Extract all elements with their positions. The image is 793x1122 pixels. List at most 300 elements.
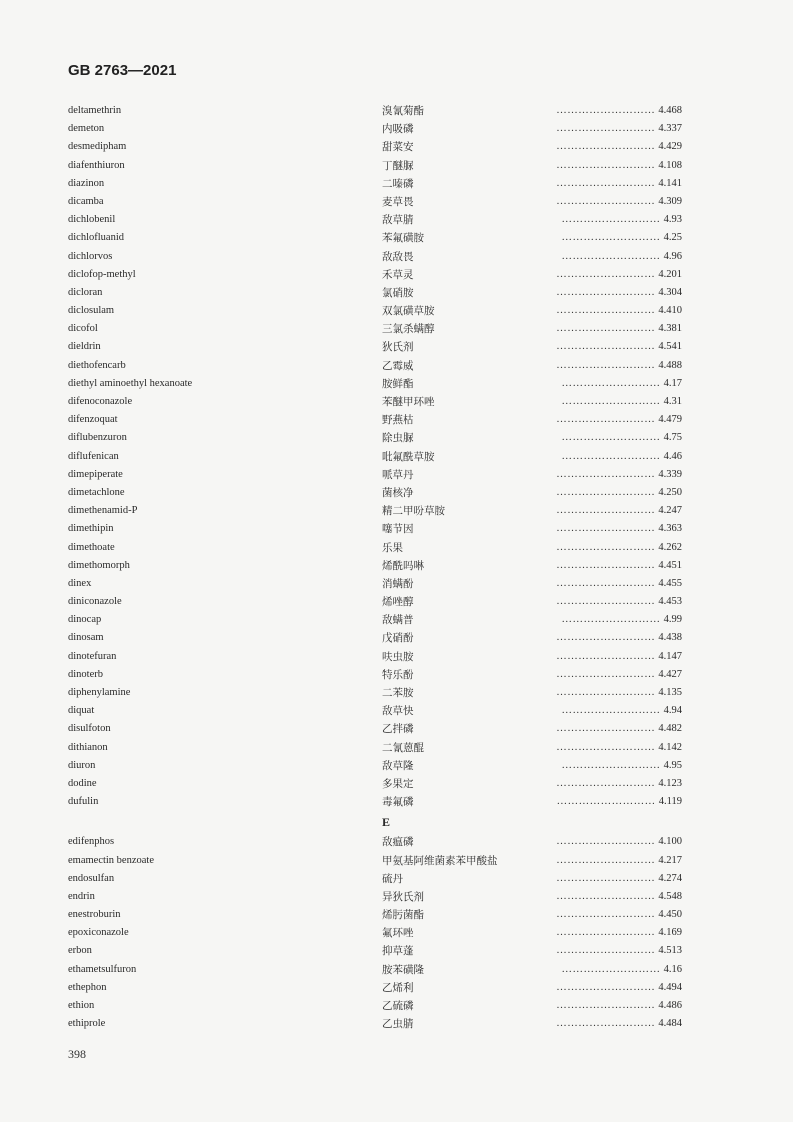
entry-chinese-name: 多果定 — [382, 777, 414, 790]
entry-reference — [556, 175, 682, 193]
clause-number: 4.147 — [658, 650, 682, 662]
dot-leader: ……………………… — [556, 890, 659, 902]
entry-english-name: deltamethrin — [68, 105, 122, 116]
clause-number: 4.142 — [658, 741, 682, 753]
entry-english-name: endrin — [68, 890, 95, 902]
dot-leader: ……………………… — [561, 432, 664, 444]
entry-english-name: dicloran — [68, 286, 103, 298]
dot-leader: ……………………… — [556, 268, 659, 280]
dot-leader: ……………………… — [556, 836, 659, 848]
entry-reference — [556, 1015, 682, 1033]
entry-chinese-name: 内吸磷 — [382, 123, 414, 136]
dot-leader: ……………………… — [561, 377, 664, 389]
dot-leader: ……………………… — [556, 650, 659, 662]
dot-leader: ……………………… — [556, 323, 659, 335]
clause-number: 4.363 — [658, 523, 682, 535]
index-entry — [0, 997, 793, 1015]
entry-chinese-name: 特乐酚 — [382, 668, 414, 681]
index-entry — [0, 539, 793, 557]
entry-chinese-name: 异狄氏剂 — [382, 890, 424, 903]
entry-chinese-name: 乙拌磷 — [382, 723, 414, 736]
entry-chinese-name: 烯酰吗啉 — [382, 559, 424, 572]
clause-number: 4.46 — [663, 450, 682, 462]
entry-reference — [556, 666, 682, 684]
clause-number: 4.484 — [658, 1018, 682, 1030]
entry-chinese-name: 敌草快 — [382, 705, 414, 718]
entry-reference — [556, 484, 682, 502]
entry-reference — [556, 870, 682, 888]
dot-leader: ……………………… — [556, 414, 659, 426]
section-letter: E — [382, 815, 391, 830]
entry-english-name: diuron — [68, 759, 96, 771]
entry-chinese-name: 氯硝胺 — [382, 286, 414, 299]
entry-reference — [562, 448, 683, 466]
entry-chinese-name: 苯醚甲环唑 — [382, 396, 435, 408]
entry-chinese-name: 三氯杀螨醇 — [382, 323, 435, 336]
clause-number: 4.494 — [658, 981, 682, 993]
entry-reference — [556, 284, 682, 302]
clause-number: 4.108 — [658, 159, 682, 171]
entry-english-name: dufulin — [68, 796, 99, 808]
index-entry — [0, 393, 793, 411]
entry-reference — [562, 229, 683, 247]
dot-leader: ……………………… — [556, 668, 659, 680]
entry-chinese-name: 抑草蓬 — [382, 945, 414, 958]
entry-chinese-name: 精二甲吩草胺 — [382, 505, 445, 518]
clause-number: 4.31 — [663, 396, 682, 407]
index-entry — [0, 284, 793, 302]
clause-number: 4.429 — [658, 141, 682, 153]
entry-english-name: ethiprole — [68, 1018, 106, 1030]
entry-reference — [562, 211, 683, 229]
entry-reference — [562, 757, 683, 775]
entry-reference — [556, 739, 682, 757]
entry-chinese-name: 双氯磺草胺 — [382, 305, 435, 318]
clause-number: 4.513 — [658, 945, 682, 957]
clause-number: 4.100 — [658, 836, 682, 848]
dot-leader: ……………………… — [556, 286, 659, 298]
index-entry — [0, 648, 793, 666]
dot-leader: ……………………… — [561, 759, 664, 771]
clause-number: 4.486 — [658, 1000, 682, 1011]
entry-reference — [556, 888, 682, 906]
clause-number: 4.488 — [658, 359, 682, 371]
dot-leader: ……………………… — [556, 741, 659, 753]
entry-chinese-name: 乙霉威 — [382, 359, 414, 372]
index-entry — [0, 870, 793, 888]
entry-english-name: ethametsulfuron — [68, 963, 137, 975]
entry-chinese-name: 胺鲜酯 — [382, 377, 414, 390]
entry-english-name: edifenphos — [68, 836, 115, 848]
page-number: 398 — [68, 1047, 86, 1061]
entry-chinese-name: 禾草灵 — [382, 268, 414, 281]
entry-reference — [556, 833, 682, 851]
dot-leader: ……………………… — [556, 305, 659, 317]
index-entry — [0, 833, 793, 851]
entry-english-name: dinex — [68, 577, 92, 589]
entry-english-name: diethyl aminoethyl hexanoate — [68, 377, 193, 389]
dot-leader: ……………………… — [561, 450, 664, 462]
entry-reference — [556, 906, 682, 924]
entry-english-name: endosulfan — [68, 872, 115, 884]
clause-number: 4.262 — [658, 541, 682, 553]
entry-reference — [556, 852, 682, 870]
entry-chinese-name: 敌草隆 — [382, 759, 414, 772]
dot-leader: ……………………… — [556, 777, 659, 789]
index-group-e — [0, 833, 793, 1033]
dot-leader: ……………………… — [556, 523, 659, 535]
clause-number: 4.17 — [663, 377, 682, 389]
entry-chinese-name: 溴氰菊酯 — [382, 105, 424, 117]
entry-english-name: dimethoate — [68, 541, 115, 553]
entry-reference — [556, 557, 682, 575]
clause-number: 4.141 — [658, 177, 682, 189]
entry-reference — [556, 775, 682, 793]
dot-leader: ……………………… — [556, 577, 659, 589]
entry-chinese-name: 毒氟磷 — [382, 796, 414, 809]
index-entry — [0, 611, 793, 629]
entry-chinese-name: 烯肟菌酯 — [382, 909, 424, 922]
entry-english-name: dinosam — [68, 632, 104, 644]
entry-reference — [556, 539, 682, 557]
entry-english-name: dimethomorph — [68, 559, 130, 571]
index-entry — [0, 575, 793, 593]
index-entry — [0, 557, 793, 575]
entry-english-name: difenoconazole — [68, 396, 133, 407]
clause-number: 4.75 — [663, 432, 682, 444]
entry-reference — [562, 702, 683, 720]
clause-number: 4.309 — [658, 195, 682, 207]
entry-chinese-name: 氟环唑 — [382, 927, 414, 940]
index-entry — [0, 320, 793, 338]
entry-reference — [556, 411, 682, 429]
clause-number: 4.339 — [658, 468, 682, 480]
index-entry — [0, 120, 793, 138]
entry-chinese-name: 呋虫胺 — [382, 650, 414, 663]
entry-reference — [556, 120, 682, 138]
entry-reference — [556, 720, 682, 738]
dot-leader: ……………………… — [556, 468, 659, 480]
entry-chinese-name: 丁醚脲 — [382, 159, 414, 172]
entry-reference — [556, 593, 682, 611]
entry-english-name: ethephon — [68, 981, 107, 993]
dot-leader: ……………………… — [556, 854, 659, 866]
entry-reference — [556, 924, 682, 942]
entry-reference — [557, 793, 682, 811]
clause-number: 4.381 — [658, 323, 682, 335]
entry-english-name: dicofol — [68, 323, 98, 335]
entry-reference — [562, 961, 683, 979]
entry-reference — [556, 102, 682, 120]
index-entry — [0, 757, 793, 775]
index-entry — [0, 979, 793, 997]
clause-number: 4.201 — [658, 268, 682, 280]
clause-number: 4.337 — [658, 123, 682, 135]
index-entry — [0, 411, 793, 429]
entry-english-name: dinoterb — [68, 668, 103, 680]
clause-number: 4.482 — [658, 723, 682, 735]
dot-leader: ……………………… — [556, 687, 659, 698]
dot-leader: ……………………… — [561, 396, 664, 407]
entry-chinese-name: 甜菜安 — [382, 141, 414, 154]
index-entry — [0, 520, 793, 538]
clause-number: 4.450 — [658, 909, 682, 921]
index-entry — [0, 888, 793, 906]
dot-leader: ……………………… — [556, 359, 659, 371]
entry-chinese-name: 硫丹 — [382, 872, 403, 885]
entry-english-name: disulfoton — [68, 723, 111, 735]
clause-number: 4.119 — [658, 796, 682, 808]
entry-chinese-name: 麦草畏 — [382, 195, 414, 208]
clause-number: 4.304 — [658, 286, 682, 298]
dot-leader: ……………………… — [556, 632, 659, 644]
clause-number: 4.169 — [658, 927, 682, 939]
dot-leader: ……………………… — [556, 559, 659, 571]
dot-leader: ……………………… — [556, 945, 659, 957]
index-entry — [0, 775, 793, 793]
entry-reference — [556, 629, 682, 647]
clause-number: 4.25 — [663, 232, 682, 244]
clause-number: 4.455 — [658, 577, 682, 589]
entry-chinese-name: 甲氨基阿维菌素苯甲酸盐 — [382, 854, 498, 867]
clause-number: 4.410 — [658, 305, 682, 317]
entry-chinese-name: 敌螨普 — [382, 614, 414, 627]
index-entry — [0, 375, 793, 393]
dot-leader: ……………………… — [556, 796, 659, 808]
entry-chinese-name: 苯氟磺胺 — [382, 232, 424, 245]
clause-number: 4.274 — [658, 872, 682, 884]
entry-english-name: ethion — [68, 1000, 95, 1011]
index-entry — [0, 102, 793, 120]
clause-number: 4.451 — [658, 559, 682, 571]
index-entry — [0, 720, 793, 738]
entry-chinese-name: 乐果 — [382, 541, 403, 554]
clause-number: 4.541 — [658, 341, 682, 353]
index-entry — [0, 739, 793, 757]
clause-number: 4.96 — [663, 250, 682, 262]
entry-chinese-name: 狄氏剂 — [382, 341, 414, 354]
index-group-d — [0, 102, 793, 811]
entry-english-name: diquat — [68, 705, 95, 717]
entry-english-name: diclofop-methyl — [68, 268, 136, 280]
entry-english-name: dimepiperate — [68, 468, 123, 480]
index-entry — [0, 702, 793, 720]
entry-chinese-name: 哌草丹 — [382, 468, 414, 481]
dot-leader: ……………………… — [561, 614, 664, 626]
entry-reference — [556, 684, 682, 702]
index-entry — [0, 175, 793, 193]
index-entry — [0, 484, 793, 502]
dot-leader: ……………………… — [556, 541, 659, 553]
entry-english-name: dimetachlone — [68, 486, 125, 498]
entry-reference — [562, 393, 683, 411]
index-entry — [0, 266, 793, 284]
index-entry — [0, 852, 793, 870]
index-entry — [0, 429, 793, 447]
entry-english-name: dichlofluanid — [68, 232, 124, 244]
entry-chinese-name: 乙虫腈 — [382, 1018, 414, 1031]
entry-english-name: desmedipham — [68, 141, 127, 153]
clause-number: 4.99 — [663, 614, 682, 626]
clause-number: 4.250 — [658, 486, 682, 498]
entry-reference — [562, 611, 683, 629]
entry-english-name: dieldrin — [68, 341, 101, 353]
entry-reference — [562, 375, 683, 393]
entry-english-name: dimethipin — [68, 523, 114, 535]
dot-leader: ……………………… — [556, 723, 659, 735]
dot-leader: ……………………… — [556, 195, 659, 207]
entry-english-name: difenzoquat — [68, 414, 118, 426]
dot-leader: ……………………… — [556, 159, 659, 171]
dot-leader: ……………………… — [561, 250, 664, 262]
entry-english-name: erbon — [68, 945, 92, 957]
index-entries — [0, 102, 793, 1033]
index-entry — [0, 357, 793, 375]
entry-reference — [562, 248, 683, 266]
entry-reference — [556, 648, 682, 666]
entry-chinese-name: 敌瘟磷 — [382, 836, 414, 849]
entry-reference — [556, 466, 682, 484]
index-entry — [0, 338, 793, 356]
index-entry — [0, 593, 793, 611]
clause-number: 4.438 — [658, 632, 682, 644]
clause-number: 4.479 — [658, 414, 682, 426]
entry-english-name: diethofencarb — [68, 359, 126, 371]
entry-chinese-name: 胺苯磺隆 — [382, 963, 424, 976]
entry-chinese-name: 乙硫磷 — [382, 1000, 414, 1012]
clause-number: 4.95 — [663, 759, 682, 771]
dot-leader: ……………………… — [556, 177, 659, 189]
dot-leader: ……………………… — [556, 341, 659, 353]
entry-reference — [556, 320, 682, 338]
entry-reference — [556, 266, 682, 284]
entry-chinese-name: 乙烯利 — [382, 981, 414, 994]
index-entry — [0, 211, 793, 229]
index-entry — [0, 138, 793, 156]
entry-english-name: emamectin benzoate — [68, 854, 154, 866]
index-entry — [0, 684, 793, 702]
standard-header: GB 2763—2021 — [68, 62, 177, 79]
dot-leader: ……………………… — [556, 909, 659, 921]
entry-reference — [556, 997, 682, 1015]
dot-leader: ……………………… — [556, 927, 659, 939]
entry-english-name: diclosulam — [68, 305, 115, 317]
entry-reference — [556, 193, 682, 211]
index-entry — [0, 1015, 793, 1033]
index-entry — [0, 302, 793, 320]
index-entry — [0, 666, 793, 684]
section-heading-e — [0, 811, 793, 833]
entry-chinese-name: 敌草腈 — [382, 214, 414, 227]
dot-leader: ……………………… — [556, 123, 659, 135]
entry-reference — [556, 520, 682, 538]
index-entry — [0, 157, 793, 175]
entry-reference — [556, 138, 682, 156]
entry-reference — [556, 157, 682, 175]
entry-english-name: dichlobenil — [68, 214, 116, 226]
entry-chinese-name: 消螨酚 — [382, 577, 414, 590]
clause-number: 4.93 — [663, 214, 682, 226]
clause-number: 4.453 — [658, 596, 682, 608]
clause-number: 4.94 — [663, 705, 682, 717]
entry-chinese-name: 二嗪磷 — [382, 177, 414, 190]
index-entry — [0, 502, 793, 520]
clause-number: 4.217 — [658, 854, 682, 866]
entry-chinese-name: 戊硝酚 — [382, 632, 414, 645]
index-entry — [0, 629, 793, 647]
entry-english-name: dichlorvos — [68, 250, 113, 262]
dot-leader: ……………………… — [556, 596, 659, 608]
clause-number: 4.16 — [663, 963, 682, 975]
entry-english-name: dicamba — [68, 195, 104, 207]
clause-number: 4.247 — [658, 505, 682, 517]
dot-leader: ……………………… — [556, 1018, 659, 1030]
entry-chinese-name: 敌敌畏 — [382, 250, 414, 263]
entry-english-name: dodine — [68, 777, 97, 789]
index-entry — [0, 229, 793, 247]
entry-english-name: diflufenican — [68, 450, 119, 462]
entry-english-name: diphenylamine — [68, 687, 131, 698]
clause-number: 4.135 — [658, 687, 682, 698]
entry-reference — [556, 575, 682, 593]
index-entry — [0, 793, 793, 811]
dot-leader: ……………………… — [561, 705, 664, 717]
dot-leader: ……………………… — [556, 505, 659, 517]
entry-english-name: diafenthiuron — [68, 159, 125, 171]
entry-english-name: diflubenzuron — [68, 432, 127, 444]
entry-english-name: epoxiconazole — [68, 927, 129, 939]
index-entry — [0, 466, 793, 484]
entry-reference — [556, 357, 682, 375]
entry-reference — [562, 429, 683, 447]
index-entry — [0, 924, 793, 942]
dot-leader: ……………………… — [556, 1000, 659, 1011]
index-entry — [0, 906, 793, 924]
clause-number: 4.468 — [658, 105, 682, 116]
dot-leader: ……………………… — [561, 214, 664, 226]
entry-chinese-name: 二氰蒽醌 — [382, 741, 424, 754]
dot-leader: ……………………… — [556, 105, 659, 116]
entry-english-name: dinocap — [68, 614, 102, 626]
entry-chinese-name: 除虫脲 — [382, 432, 414, 445]
entry-reference — [556, 302, 682, 320]
dot-leader: ……………………… — [561, 232, 664, 244]
entry-reference — [556, 979, 682, 997]
clause-number: 4.548 — [658, 890, 682, 902]
dot-leader: ……………………… — [561, 963, 664, 975]
index-entry — [0, 961, 793, 979]
index-entry — [0, 942, 793, 960]
entry-reference — [556, 942, 682, 960]
clause-number: 4.123 — [658, 777, 682, 789]
dot-leader: ……………………… — [556, 141, 659, 153]
entry-english-name: diniconazole — [68, 596, 122, 608]
entry-chinese-name: 吡氟酰草胺 — [382, 450, 435, 463]
clause-number: 4.427 — [658, 668, 682, 680]
dot-leader: ……………………… — [556, 486, 659, 498]
entry-chinese-name: 噻节因 — [382, 523, 414, 536]
index-entry — [0, 193, 793, 211]
index-entry — [0, 448, 793, 466]
entry-chinese-name: 二苯胺 — [382, 687, 414, 699]
entry-chinese-name: 野燕枯 — [382, 414, 414, 427]
entry-english-name: dinotefuran — [68, 650, 117, 662]
entry-reference — [556, 502, 682, 520]
index-entry — [0, 248, 793, 266]
entry-english-name: demeton — [68, 123, 105, 135]
entry-chinese-name: 菌核净 — [382, 486, 414, 499]
dot-leader: ……………………… — [556, 981, 659, 993]
